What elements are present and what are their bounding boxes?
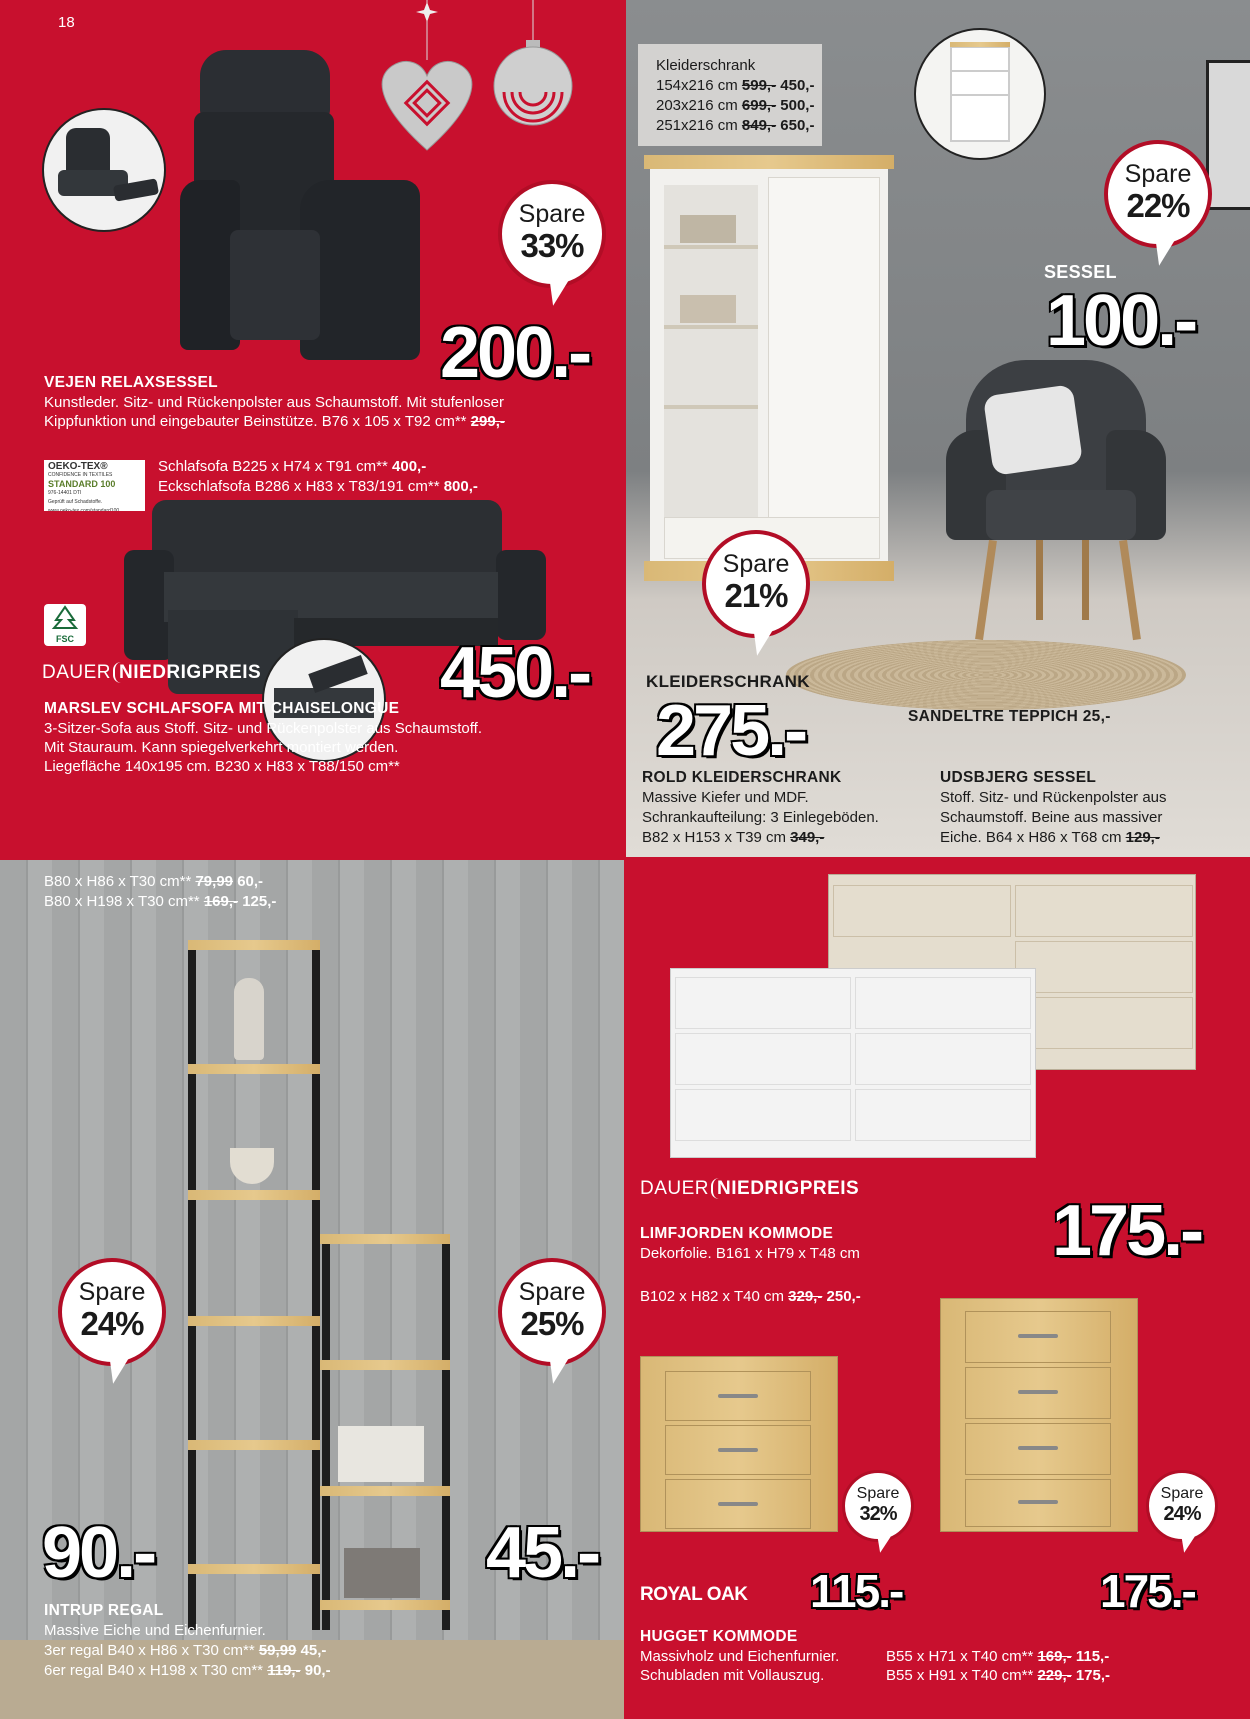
kleiderschrank-price: 275.- xyxy=(656,691,806,771)
schlafsofa-variant2: Eckschlafsofa B286 x H83 x T83/191 cm** 800,- xyxy=(158,478,478,495)
kleiderschrank-variant2: 203x216 cm 699,- 500,- xyxy=(656,97,815,114)
relaxsessel-image xyxy=(180,40,460,370)
relaxsessel-title: VEJEN RELAXSESSEL xyxy=(44,374,218,391)
schlafsofa-panel xyxy=(0,440,624,857)
kleiderschrank-sessel-panel xyxy=(626,0,1250,857)
kleiderschrank-label: KLEIDERSCHRANK xyxy=(646,672,810,691)
fsc-logo: FSC xyxy=(44,604,86,646)
kleiderschrank-line3: B82 x H153 x T39 cm 349,- xyxy=(642,829,825,846)
sessel-line2: Schaumstoff. Beine aus massiver xyxy=(940,809,1163,826)
hugget-top-variant: B102 x H82 x T40 cm 329,- 250,- xyxy=(640,1288,861,1305)
limfjorden-line1: Dekorfolie. B161 x H79 x T48 cm xyxy=(640,1245,860,1262)
recliner-inset-image xyxy=(42,108,166,232)
regal-line2: 3er regal B40 x H86 x T30 cm** 59,99 45,- xyxy=(44,1642,327,1659)
kleiderschrank-variant1: 154x216 cm 599,- 450,- xyxy=(656,77,815,94)
hugget-left-price: 115.- xyxy=(810,1565,903,1617)
sessel-line3: Eiche. B64 x H86 x T68 cm 129,- xyxy=(940,829,1160,846)
royal-oak-logo: ROYAL OAK xyxy=(640,1584,748,1605)
hugget-line1: Massivholz und Eichenfurnier. xyxy=(640,1648,840,1665)
teppich-image xyxy=(786,640,1186,710)
schlafsofa-price: 450.- xyxy=(440,633,590,713)
sessel-title: UDSBJERG SESSEL xyxy=(940,769,1097,786)
oekotex-label: OEKO-TEX® CONFIDENCE IN TEXTILES STANDARD 100 976-14401 DTI Geprüft auf Schadstoffe. www.oeko-tex.com/standard100 xyxy=(44,460,145,511)
kleiderschrank-discount-badge: Spare 21% xyxy=(702,530,810,638)
limfjorden-dauer-logo: DAUER NIEDRIGPREIS xyxy=(640,1178,860,1199)
kleiderschrank-line1: Massive Kiefer und MDF. xyxy=(642,789,809,806)
relaxsessel-old-price: 299,- xyxy=(470,413,505,430)
schlafsofa-title: MARSLEV SCHLAFSOFA MIT CHAISELONGUE xyxy=(44,700,400,717)
kleiderschrank-image xyxy=(644,155,894,585)
regal-title: INTRUP REGAL xyxy=(44,1602,164,1619)
hugget-small-image xyxy=(640,1356,838,1532)
kleiderschrank-box-title: Kleiderschrank xyxy=(656,57,756,74)
hugget-left-discount-badge: Spare 32% xyxy=(842,1470,914,1542)
schlafsofa-line2: Mit Stauraum. Kann spiegelverkehrt montiert werden. xyxy=(44,739,399,756)
schlafsofa-line3: Liegefläche 140x195 cm. B230 x H83 x T88/150 cm** xyxy=(44,758,400,775)
limfjorden-title: LIMFJORDEN KOMMODE xyxy=(640,1225,834,1242)
regal-top1: B80 x H86 x T30 cm** 79,99 60,- xyxy=(44,873,264,890)
sessel-price: 100.- xyxy=(1046,281,1196,361)
regal-right-discount-badge: Spare 25% xyxy=(498,1258,606,1366)
hugget-line2: Schubladen mit Vollauszug. xyxy=(640,1667,825,1684)
relaxsessel-price: 200.- xyxy=(440,313,590,393)
page-number: 18 xyxy=(58,14,75,31)
sessel-discount-badge: Spare 22% xyxy=(1104,140,1212,248)
regal-image xyxy=(188,940,488,1630)
kleiderschrank-title: ROLD KLEIDERSCHRANK xyxy=(642,769,842,786)
kleiderschrank-variant3: 251x216 cm 849,- 650,- xyxy=(656,117,815,134)
kleiderschrank-line2: Schrankaufteilung: 3 Einlegeböden. xyxy=(642,809,879,826)
wall-picture xyxy=(1206,60,1250,210)
sessel-old-price: 129,- xyxy=(1125,829,1160,846)
regal-panel xyxy=(0,860,624,1719)
hugget-right-price: 175.- xyxy=(1100,1565,1195,1617)
teppich-label: SANDELTRE TEPPICH 25,- xyxy=(908,708,1111,725)
relaxsessel-line2: Kippfunktion und eingebauter Beinstütze. B76 x 105 x T92 cm** 299,- xyxy=(44,413,505,430)
regal-line3: 6er regal B40 x H198 x T30 cm** 119,- 90,- xyxy=(44,1662,331,1679)
regal-left-price: 90.- xyxy=(42,1513,155,1593)
hugget-tall-image xyxy=(940,1298,1138,1532)
sessel-image xyxy=(926,360,1176,660)
relaxsessel-line1: Kunstleder. Sitz- und Rückenpolster aus Schaumstoff. Mit stufenloser xyxy=(44,394,504,411)
relaxsessel-discount-badge: Spare 33% xyxy=(498,180,606,288)
sessel-label: SESSEL xyxy=(1044,262,1117,282)
regal-line1: Massive Eiche und Eichenfurnier. xyxy=(44,1622,266,1639)
sessel-line1: Stoff. Sitz- und Rückenpolster aus xyxy=(940,789,1167,806)
schlafsofa-variant1: Schlafsofa B225 x H74 x T91 cm** 400,- xyxy=(158,458,427,475)
regal-left-discount-badge: Spare 24% xyxy=(58,1258,166,1366)
schlafsofa-line1: 3-Sitzer-Sofa aus Stoff. Sitz- und Rückenpolster aus Schaumstoff. xyxy=(44,720,482,737)
regal-right-price: 45.- xyxy=(486,1513,599,1593)
tree-icon xyxy=(44,604,86,632)
regal-top2: B80 x H198 x T30 cm** 169,- 125,- xyxy=(44,893,277,910)
limfjorden-white-image xyxy=(670,968,1036,1158)
hugget-title: HUGGET KOMMODE xyxy=(640,1628,798,1645)
relaxsessel-panel xyxy=(0,0,624,437)
hugget-variant2: B55 x H91 x T40 cm** 229,- 175,- xyxy=(886,1667,1111,1684)
regal-inset-image xyxy=(914,28,1046,160)
dauer-niedrigpreis-logo: DAUER NIEDRIGPREIS xyxy=(42,662,262,683)
bauble-ornament-icon xyxy=(488,0,578,130)
kleiderschrank-old-price: 349,- xyxy=(790,829,825,846)
kommode-panel xyxy=(626,860,1250,1719)
hugget-variant1: B55 x H71 x T40 cm** 169,- 115,- xyxy=(886,1648,1110,1665)
hugget-right-discount-badge: Spare 24% xyxy=(1146,1470,1218,1542)
limfjorden-price: 175.- xyxy=(1052,1191,1202,1271)
